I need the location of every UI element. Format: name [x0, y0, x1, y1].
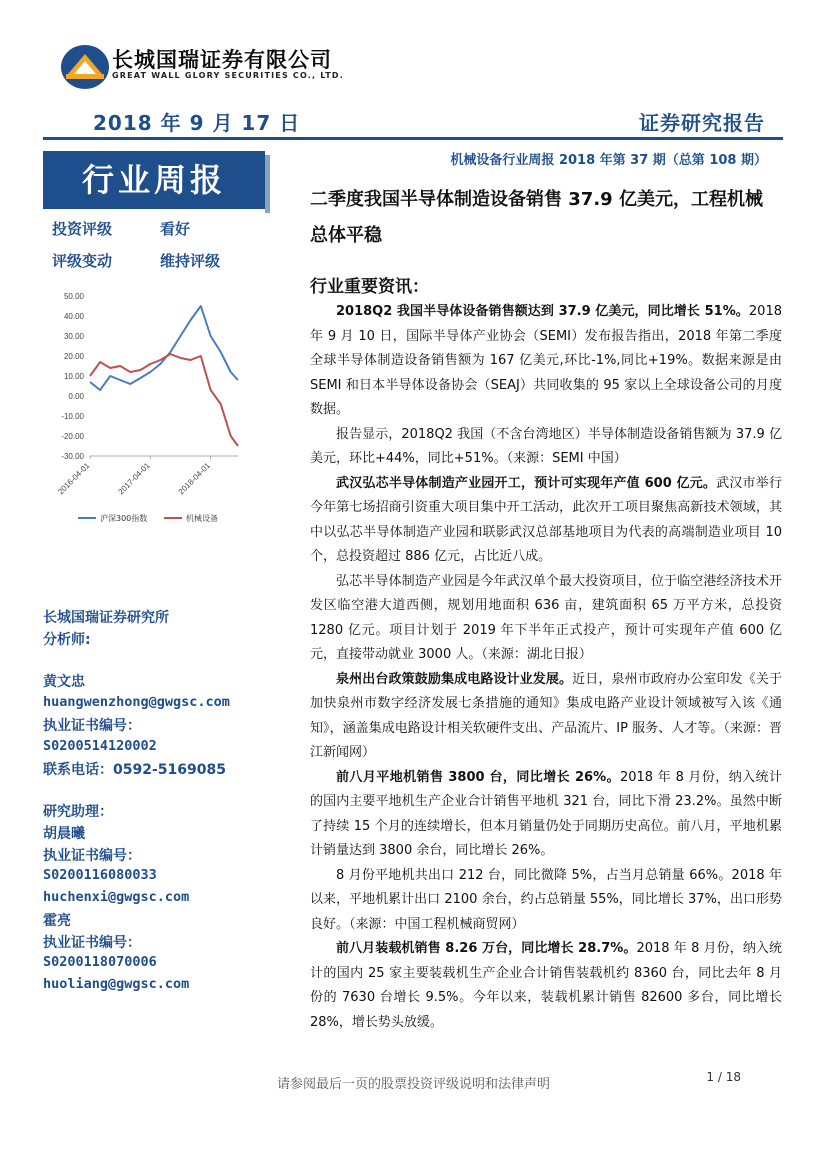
report-type: 证券研究报告	[639, 111, 765, 135]
paragraph: 2018Q2 我国半导体设备销售额达到 37.9 亿美元，同比增长 51%。2018 年 9 月 10 日，国际半导体产业协会（SEMI）发布报告指出，2018 年第二季度全球半导体制造设备销售额为 167 亿美元,环比-1%,同比+19%。数据来源是由 SEMI 和日本半导体设备协会（SEAJ）共同收集的 95 家以上全球设备公司的月度数据。	[310, 304, 782, 417]
y-tick-label: 50.00	[63, 292, 84, 301]
y-tick-label: 0.00	[68, 392, 84, 401]
analyst-license-label: 执业证书编号：	[43, 718, 141, 734]
report-title: 二季度我国半导体制造设备销售 37.9 亿美元，工程机械总体平稳	[310, 189, 763, 246]
section-heading: 行业重要资讯：	[310, 277, 429, 297]
analyst-license: S0200514120002	[43, 738, 157, 754]
assistant-label: 研究助理：	[43, 804, 113, 820]
x-tick-label: 2017-04-01	[116, 461, 152, 497]
paragraph: 前八月平地机销售 3800 台，同比增长 26%。2018 年 8 月份，纳入统计的国内主要平地机生产企业合计销售平地机 321 台，同比下滑 23.2%。虽然中断了持续 15 个月的连续增长，但本月销量仍处于同期历史高位。前八月，平地机累计销量达到 3800 余台，同比增长 26%。	[310, 769, 782, 858]
x-tick-label: 2018-04-01	[176, 461, 212, 497]
assistant1-email[interactable]: huchenxi@gwgsc.com	[43, 889, 190, 905]
assistant1-name: 胡晨曦	[43, 826, 85, 842]
paragraph: 8 月份平地机共出口 212 台，同比微降 5%，占当月总销量 66%。2018 年以来，平地机累计出口 2100 余台，约占总销量 55%，同比增长 37%，出口形势良好。（来源：中国工程机械商贸网）	[310, 867, 782, 932]
y-tick-label: -30.00	[61, 452, 84, 461]
x-tick-label: 2016-04-01	[56, 461, 92, 497]
paragraph: 前八月装载机销售 8.26 万台，同比增长 28.7%。2018 年 8 月份，纳入统计的国内 25 家主要装载机生产企业合计销售装载机约 8360 台，同比去年 8 月份的 7630 台增长 9.5%。今年以来，装载机累计销售 82600 多台，同比增长 28%，增长势头放缓。	[310, 941, 782, 1030]
paragraph-lead: 2018Q2 我国半导体设备销售额达到 37.9 亿美元，同比增长 51%。	[336, 304, 749, 319]
assistant2-name: 霍亮	[43, 913, 71, 929]
assistant1-license-label: 执业证书编号：	[43, 848, 141, 864]
analyst-name: 黄文忠	[43, 674, 85, 690]
rating-change-label: 评级变动	[52, 252, 113, 270]
page-number: 1 / 18	[706, 1070, 741, 1084]
assistant2-license-label: 执业证书编号：	[43, 935, 141, 951]
paragraph-lead: 武汉弘芯半导体制造产业园开工，预计可实现年产值 600 亿元。	[336, 475, 717, 491]
series-line	[90, 354, 238, 446]
legend-label: 沪深300指数	[100, 514, 148, 523]
analyst-email[interactable]: huangwenzhong@gwgsc.com	[43, 694, 230, 710]
y-tick-label: 10.00	[63, 372, 84, 381]
paragraph: 报告显示，2018Q2 我国（不含台湾地区）半导体制造设备销售额为 37.9 亿美元，环比+44%，同比+51%。（来源：SEMI 中国）	[310, 426, 782, 466]
y-tick-label: 30.00	[63, 332, 84, 341]
report-date: 2018 年 9 月 17 日	[93, 111, 301, 135]
company-name-en: GREAT WALL GLORY SECURITIES CO., LTD.	[112, 71, 344, 80]
legend-label: 机械设备	[186, 514, 218, 523]
y-tick-label: -10.00	[61, 412, 84, 421]
series-line	[90, 306, 238, 390]
rating-change-value: 维持评级	[160, 252, 221, 270]
header-divider	[43, 137, 783, 140]
assistant2-license: S0200118070006	[43, 954, 157, 970]
footer-disclaimer: 请参阅最后一页的股票投资评级说明和法律声明	[276, 1077, 550, 1092]
analyst-phone: 联系电话：0592-5169085	[43, 762, 226, 778]
analyst-label: 分析师:	[43, 632, 91, 648]
paragraph: 武汉弘芯半导体制造产业园开工，预计可实现年产值 600 亿元。武汉市举行今年第七场招商引资重大项目集中开工活动，此次开工项目聚焦高新技术领域，其中以弘芯半导体制造产业园和联影武汉总部基地项目为代表的高端制造业项目 10 个，总投资超过 886 亿元，占比近八成。	[310, 475, 782, 564]
paragraph-lead: 泉州出台政策鼓励集成电路设计业发展。	[336, 671, 573, 687]
rating-label: 投资评级	[52, 220, 113, 238]
company-name-cn: 长城国瑞证券有限公司	[112, 48, 332, 72]
paragraph: 弘芯半导体制造产业园是今年武汉单个最大投资项目，位于临空港经济技术开发区临空港大道西侧，规划用地面积 636 亩，建筑面积 65 万平方米，总投资 1280 亿元。项目计划于 2019 年下半年正式投产，预计可实现年产值 600 亿元，直接带动就业 3000 人。（来源：湖北日报）	[310, 573, 782, 662]
issue-info: 机械设备行业周报 2018 年第 37 期（总第 108 期）	[450, 153, 767, 168]
banner-shadow	[265, 155, 270, 213]
paragraph: 泉州出台政策鼓励集成电路设计业发展。近日，泉州市政府办公室印发《关于加快泉州市数字经济发展七条措施的通知》集成电路产业设计领域被写入该《通知》，涵盖集成电路设计相关软硬件支出、产品流片、IP 服务、人才等。（来源：晋江新闻网）	[310, 671, 782, 760]
y-tick-label: 20.00	[63, 352, 84, 361]
institute-name: 长城国瑞证券研究所	[43, 610, 169, 626]
assistant2-email[interactable]: huoliang@gwgsc.com	[43, 976, 190, 992]
rating-value: 看好	[160, 220, 191, 238]
performance-chart	[48, 285, 248, 530]
banner-label: 行业周报	[81, 161, 226, 199]
y-tick-label: -20.00	[61, 432, 84, 441]
company-logo	[60, 44, 110, 94]
paragraph-lead: 前八月装载机销售 8.26 万台，同比增长 28.7%。	[336, 941, 637, 956]
y-tick-label: 40.00	[63, 312, 84, 321]
paragraph-lead: 前八月平地机销售 3800 台，同比增长 26%。	[336, 769, 620, 785]
article-body	[310, 300, 782, 1035]
assistant1-license: S0200116080033	[43, 867, 157, 883]
